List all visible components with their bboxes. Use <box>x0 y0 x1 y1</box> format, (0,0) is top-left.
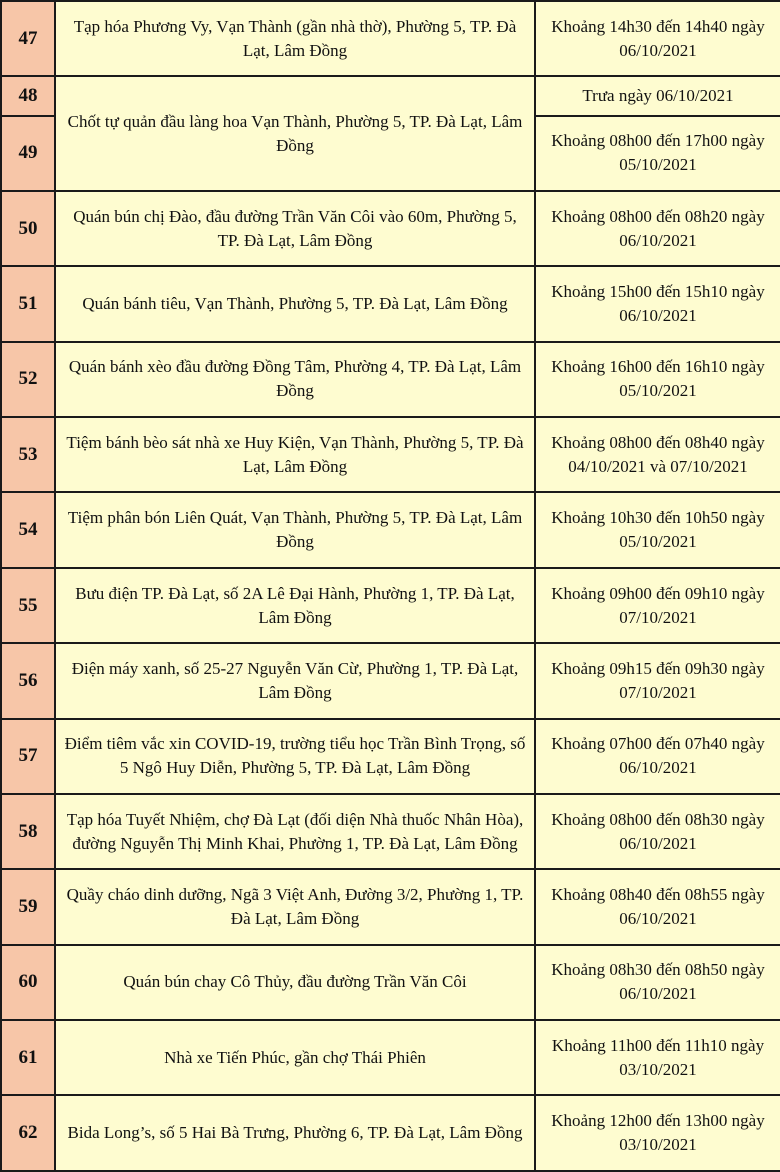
table-row <box>1 76 780 115</box>
time-cell: Khoảng 07h00 đến 07h40 ngày 06/10/2021 <box>535 719 780 794</box>
location-cell: Bưu điện TP. Đà Lạt, số 2A Lê Đại Hành, Phường 1, TP. Đà Lạt, Lâm Đồng <box>55 568 535 643</box>
location-cell: Tạp hóa Tuyết Nhiệm, chợ Đà Lạt (đối diện Nhà thuốc Nhân Hòa), đường Nguyễn Thị Minh Khai, Phường 1, TP. Đà Lạt, Lâm Đồng <box>55 794 535 869</box>
row-number: 54 <box>1 492 55 567</box>
row-number: 57 <box>1 719 55 794</box>
table-row <box>1 417 780 492</box>
row-number: 62 <box>1 1095 55 1171</box>
row-number: 59 <box>1 869 55 944</box>
row-number: 61 <box>1 1020 55 1095</box>
table-row <box>1 191 780 266</box>
row-number: 47 <box>1 1 55 76</box>
location-cell: Quán bánh xèo đầu đường Đồng Tâm, Phường 4, TP. Đà Lạt, Lâm Đồng <box>55 342 535 417</box>
time-cell: Khoảng 09h15 đến 09h30 ngày 07/10/2021 <box>535 643 780 718</box>
time-cell: Khoảng 16h00 đến 16h10 ngày 05/10/2021 <box>535 342 780 417</box>
location-cell: Điểm tiêm vắc xin COVID-19, trường tiểu học Trần Bình Trọng, số 5 Ngô Huy Diễn, Phường 5, TP. Đà Lạt, Lâm Đồng <box>55 719 535 794</box>
location-cell: Tiệm bánh bèo sát nhà xe Huy Kiện, Vạn Thành, Phường 5, TP. Đà Lạt, Lâm Đồng <box>55 417 535 492</box>
location-cell: Bida Long’s, số 5 Hai Bà Trưng, Phường 6, TP. Đà Lạt, Lâm Đồng <box>55 1095 535 1171</box>
location-cell: Chốt tự quản đầu làng hoa Vạn Thành, Phường 5, TP. Đà Lạt, Lâm Đồng <box>55 76 535 191</box>
table-row <box>1 1 780 76</box>
table-row <box>1 266 780 341</box>
row-number: 53 <box>1 417 55 492</box>
row-number: 56 <box>1 643 55 718</box>
time-cell: Khoảng 09h00 đến 09h10 ngày 07/10/2021 <box>535 568 780 643</box>
time-cell: Khoảng 08h40 đến 08h55 ngày 06/10/2021 <box>535 869 780 944</box>
row-number: 51 <box>1 266 55 341</box>
location-cell: Quán bún chay Cô Thủy, đầu đường Trần Văn Côi <box>55 945 535 1020</box>
table-row <box>1 869 780 944</box>
time-cell: Khoảng 08h30 đến 08h50 ngày 06/10/2021 <box>535 945 780 1020</box>
time-cell: Khoảng 15h00 đến 15h10 ngày 06/10/2021 <box>535 266 780 341</box>
row-number: 52 <box>1 342 55 417</box>
row-number: 50 <box>1 191 55 266</box>
time-cell: Khoảng 14h30 đến 14h40 ngày 06/10/2021 <box>535 1 780 76</box>
location-cell: Nhà xe Tiến Phúc, gần chợ Thái Phiên <box>55 1020 535 1095</box>
location-cell: Điện máy xanh, số 25-27 Nguyễn Văn Cừ, Phường 1, TP. Đà Lạt, Lâm Đồng <box>55 643 535 718</box>
row-number: 48 <box>1 76 55 115</box>
row-number: 49 <box>1 116 55 191</box>
row-number: 60 <box>1 945 55 1020</box>
location-cell: Quán bánh tiêu, Vạn Thành, Phường 5, TP. Đà Lạt, Lâm Đồng <box>55 266 535 341</box>
time-cell: Khoảng 08h00 đến 08h40 ngày 04/10/2021 và 07/10/2021 <box>535 417 780 492</box>
table-row <box>1 945 780 1020</box>
row-number: 58 <box>1 794 55 869</box>
location-cell: Tạp hóa Phương Vy, Vạn Thành (gần nhà thờ), Phường 5, TP. Đà Lạt, Lâm Đồng <box>55 1 535 76</box>
table-row <box>1 794 780 869</box>
time-cell: Khoảng 08h00 đến 08h20 ngày 06/10/2021 <box>535 191 780 266</box>
table-row <box>1 568 780 643</box>
table-row <box>1 1095 780 1171</box>
row-number: 55 <box>1 568 55 643</box>
time-cell: Trưa ngày 06/10/2021 <box>535 76 780 115</box>
time-cell: Khoảng 08h00 đến 08h30 ngày 06/10/2021 <box>535 794 780 869</box>
time-cell: Khoảng 12h00 đến 13h00 ngày 03/10/2021 <box>535 1095 780 1171</box>
table-row <box>1 1020 780 1095</box>
location-cell: Tiệm phân bón Liên Quát, Vạn Thành, Phường 5, TP. Đà Lạt, Lâm Đồng <box>55 492 535 567</box>
time-cell: Khoảng 08h00 đến 17h00 ngày 05/10/2021 <box>535 116 780 191</box>
table-row <box>1 719 780 794</box>
table-row <box>1 492 780 567</box>
location-cell: Quán bún chị Đào, đầu đường Trần Văn Côi vào 60m, Phường 5, TP. Đà Lạt, Lâm Đồng <box>55 191 535 266</box>
location-cell: Quầy cháo dinh dưỡng, Ngã 3 Việt Anh, Đường 3/2, Phường 1, TP. Đà Lạt, Lâm Đồng <box>55 869 535 944</box>
table-row <box>1 643 780 718</box>
table-row <box>1 342 780 417</box>
time-cell: Khoảng 10h30 đến 10h50 ngày 05/10/2021 <box>535 492 780 567</box>
time-cell: Khoảng 11h00 đến 11h10 ngày 03/10/2021 <box>535 1020 780 1095</box>
